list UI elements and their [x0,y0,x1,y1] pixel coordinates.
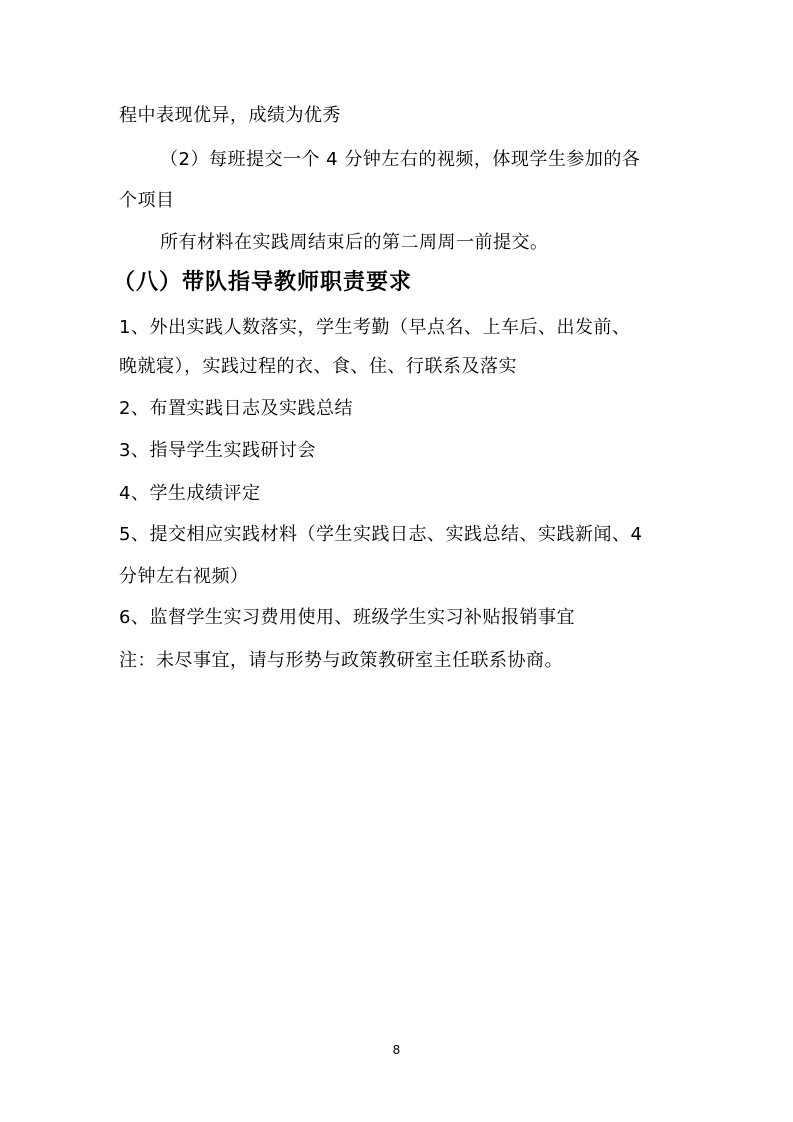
list-item-1-continuation: 晚就寝），实践过程的衣、食、住、行联系及落实 [119,356,517,377]
text-line-video-continuation: 个项目 [119,190,175,211]
list-item-3: 3、指导学生实践研讨会 [119,440,316,461]
list-item-5-continuation: 分钟左右视频） [119,566,249,587]
text-line-grading: 程中表现优异，成绩为优秀 [119,105,341,126]
page-number: 8 [392,1043,401,1057]
text-line-submission-deadline: 所有材料在实践周结束后的第二周周一前提交。 [160,232,549,253]
list-item-2: 2、布置实践日志及实践总结 [119,398,353,419]
text-line-video-requirement: （2）每班提交一个 4 分钟左右的视频，体现学生参加的各 [160,149,641,170]
list-item-1: 1、外出实践人数落实，学生考勤（早点名、上车后、出发前、 [119,317,631,338]
list-item-5: 5、提交相应实践材料（学生实践日志、实践总结、实践新闻、4 [119,524,643,545]
section-heading: （八）带队指导教师职责要求 [113,270,413,295]
list-item-6: 6、监督学生实习费用使用、班级学生实习补贴报销事宜 [119,607,575,628]
note-text: 注：未尽事宜，请与形势与政策教研室主任联系协商。 [119,650,563,671]
list-item-4: 4、学生成绩评定 [119,483,261,504]
